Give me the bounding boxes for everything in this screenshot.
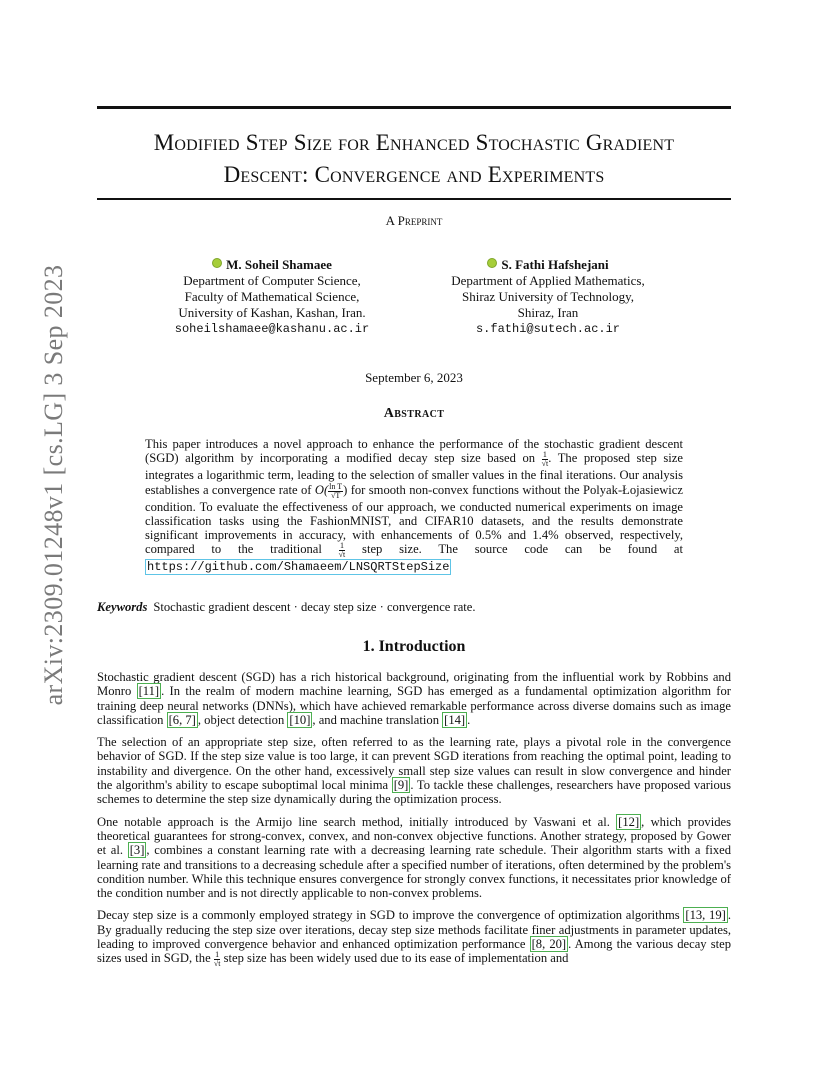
keywords-line <box>97 600 731 615</box>
fraction: $\frac{1}{√t}$ <box>541 450 549 469</box>
fraction: $\frac{\text{ln T}}{√T}$ <box>329 481 343 500</box>
title-line-1: Modified Step Size for Enhanced Stochastic Gradient <box>153 130 675 155</box>
citation-link[interactable]: [12] <box>618 814 640 829</box>
author-block-1 <box>122 257 422 337</box>
abstract-body <box>145 437 683 575</box>
preprint-label: A Preprint <box>385 213 443 228</box>
math-rate-open: O( <box>314 482 329 497</box>
section-heading: 1. Introduction <box>362 638 466 655</box>
arxiv-sidebar-stamp[interactable]: arXiv:2309.01248v1 [cs.LG] 3 Sep 2023 <box>39 264 68 706</box>
author-university: Shiraz, Iran <box>517 305 579 320</box>
abstract-text: for smooth non-convex functions without the Polyak-Łojasiewicz condition. To evaluate the effectiveness of our approach, we conducted numerical experiments on image classification tasks using the FashionMNIST, and CIFAR10 datasets, and the results demonstrate significant improvements in accuracy, with enhancements of 0.5% and 1.4% observed, respectively, compared to the traditional <box>145 482 683 557</box>
orcid-icon[interactable] <box>212 258 222 268</box>
citation-link[interactable]: [13, 19] <box>685 908 726 923</box>
author-faculty: Shiraz University of Technology, <box>461 289 635 304</box>
abstract-text: This paper introduces a novel approach to enhance the performance of the stochastic gradient descent (SGD) algorithm by incorporating a modified decay step size based on <box>145 437 683 466</box>
citation-link[interactable]: [9] <box>393 778 409 793</box>
abstract-heading: Abstract <box>383 406 445 421</box>
author-name: M. Soheil Shamaee <box>226 257 332 272</box>
author-block-2 <box>398 257 698 337</box>
paragraph: The selection of an appropriate step size, often referred to as the learning rate, plays a pivotal role in the convergence behavior of SGD. If the step size value is too large, it can prevent SGD iterations from reaching the optimal point, leading to instability and divergence. On the other hand, excessively small step size values can result in slow convergence and hinder the algorithm's ability to escape suboptimal local minima [9] . To tackle these challenges, researchers have proposed various schemes to determine the step size dynamically during the optimization process. <box>97 735 731 807</box>
title-top-rule <box>97 106 731 109</box>
orcid-icon[interactable] <box>487 258 497 268</box>
title-line-2: Descent: Convergence and Experiments <box>223 162 605 187</box>
keywords-label: Keywords <box>97 600 148 614</box>
paper-date: September 6, 2023 <box>365 370 463 385</box>
author-email[interactable]: soheilshamaee@kashanu.ac.ir <box>174 322 370 336</box>
author-department: Department of Computer Science, <box>183 273 361 288</box>
author-name: S. Fathi Hafshejani <box>501 257 609 272</box>
author-department: Department of Applied Mathematics, <box>451 273 645 288</box>
paragraph: Stochastic gradient descent (SGD) has a rich historical background, originating from the influential work by Robbins and Monro [11] . In the realm of modern machine learning, SGD has emerged as a fundamental optimization algorithm for training deep neural networks (DNNs), which have achieved remarkable performance across diverse domains such as image classification [6, 7] , object detection [10] , and machine translation [14] . <box>97 670 731 727</box>
citation-link[interactable]: [6, 7] <box>168 712 196 727</box>
fraction: $\frac{1}{√t}$ <box>338 541 346 560</box>
title-bottom-rule <box>97 198 731 200</box>
abstract-text: . The proposed step size integrates a logarithmic term, leading to the selection of smaller values in the final iterations. Our analysis establishes a convergence rate of <box>145 451 683 497</box>
citation-link[interactable]: [3] <box>129 843 145 858</box>
abstract-text: step size. The source code can be found at <box>345 542 683 557</box>
author-university: University of Kashan, Kashan, Iran. <box>178 305 366 320</box>
author-faculty: Faculty of Mathematical Science, <box>184 289 360 304</box>
citation-link[interactable]: [14] <box>444 712 466 727</box>
paragraph: Decay step size is a commonly employed strategy in SGD to improve the convergence of optimization algorithms [13, 19] . By gradually reducing the step size over iterations, decay step size methods facilitate finer adjustments in parameter updates, leading to improved convergence behavior and enhanced optimization performance [8, 20] . Among the various decay step sizes used in SGD, the $\frac{1}{√t}$ step size has been widely used due to its ease of implementation and <box>97 908 732 969</box>
source-code-link[interactable]: https://github.com/Shamaeem/LNSQRTStepSize <box>147 560 450 575</box>
section-body <box>97 670 731 976</box>
citation-link[interactable]: [11] <box>138 684 160 699</box>
citation-link[interactable]: [10] <box>289 712 311 727</box>
paper-title <box>97 127 731 191</box>
fraction: $\frac{1}{√t}$ <box>213 950 221 969</box>
keywords-text: Stochastic gradient descent · decay step size · convergence rate. <box>153 600 476 614</box>
author-email[interactable]: s.fathi@sutech.ac.ir <box>475 322 621 336</box>
math-rate-close: ) <box>343 482 348 497</box>
citation-link[interactable]: [8, 20] <box>531 937 567 952</box>
paragraph: One notable approach is the Armijo line search method, initially introduced by Vaswani et al. [12] , which provides theoretical guarantees for strong-convex, convex, and non-convex objective functions. Another strategy, proposed by Gower et al. [3] , combines a constant learning rate with a decreasing learning rate schedule. Their algorithm starts with a fixed learning rate and transitions to a decreasing schedule after a specified number of iterations, often determined by the problem's condition number. While this technique ensures convergence for strongly convex functions, it necessitates prior knowledge of the condition number and is not directly applicable to non-convex problems. <box>97 814 732 901</box>
